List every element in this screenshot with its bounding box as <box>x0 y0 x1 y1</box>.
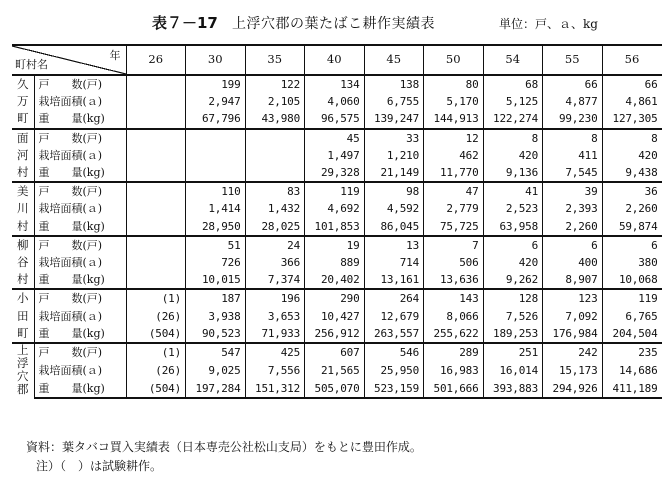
data-cell: 119 <box>305 182 365 200</box>
data-cell: 9,136 <box>483 164 543 182</box>
data-cell <box>126 147 186 164</box>
data-cell: (504) <box>126 379 186 398</box>
data-cell: 9,025 <box>186 362 246 380</box>
data-cell: 119 <box>602 289 662 307</box>
municipality-name-text: 柳 谷 村 <box>17 237 29 287</box>
data-cell: (1) <box>126 289 186 307</box>
data-cell: 251 <box>483 343 543 362</box>
data-cell: 366 <box>245 254 305 271</box>
data-cell: 144,913 <box>424 110 484 128</box>
data-cell: 90,523 <box>186 325 246 343</box>
data-cell: 199 <box>186 75 246 93</box>
data-cell: 13 <box>364 236 424 254</box>
data-cell: 196 <box>245 289 305 307</box>
data-cell: 1,210 <box>364 147 424 164</box>
data-cell: 1,497 <box>305 147 365 164</box>
data-cell <box>126 200 186 217</box>
data-cell: 10,427 <box>305 308 365 325</box>
data-cell: 523,159 <box>364 379 424 398</box>
data-cell: 889 <box>305 254 365 271</box>
data-cell: 59,874 <box>618 219 658 233</box>
data-cell: 13,636 <box>424 271 484 289</box>
header-row <box>12 45 662 75</box>
data-cell: 1,414 <box>186 200 246 217</box>
data-cell: 151,312 <box>245 379 305 398</box>
data-cell: 176,984 <box>543 325 603 343</box>
table-row <box>12 164 662 182</box>
row-item-label: 重 量(kg) <box>34 325 126 343</box>
data-cell: 110 <box>186 182 246 200</box>
table-row <box>12 362 662 380</box>
row-item-label: 重 量(kg) <box>34 218 126 236</box>
data-cell: (1) <box>126 343 186 362</box>
data-cell: 255,622 <box>424 325 484 343</box>
data-cell: 139,247 <box>364 110 424 128</box>
row-item-label: 戸 数(戸) <box>34 289 126 307</box>
data-cell: 123 <box>543 289 603 307</box>
data-cell: 21,565 <box>305 362 365 380</box>
data-cell: 24 <box>245 236 305 254</box>
data-cell: 2,523 <box>483 200 543 217</box>
data-cell: 5,125 <box>483 93 543 110</box>
row-item-label: 栽培面積(ａ) <box>34 308 126 325</box>
data-cell: 6 <box>483 236 543 254</box>
data-cell: 501,666 <box>424 379 484 398</box>
data-cell: 2,105 <box>245 93 305 110</box>
data-cell: 143 <box>424 289 484 307</box>
data-cell: 6 <box>602 236 662 254</box>
data-cell: 3,653 <box>245 308 305 325</box>
row-item-label: 重 量(kg) <box>34 379 126 398</box>
row-item-label: 戸 数(戸) <box>34 129 126 147</box>
data-cell: 2,260 <box>625 202 658 216</box>
municipality-name <box>12 75 34 129</box>
data-cell: 420 <box>483 147 543 164</box>
data-cell: 7,374 <box>245 271 305 289</box>
data-cell: 41 <box>483 182 543 200</box>
data-cell: 28,950 <box>186 218 246 236</box>
row-item-label: 栽培面積(ａ) <box>34 362 126 380</box>
table-row <box>12 289 662 307</box>
corner-municipality-label: 町村名 <box>15 57 48 71</box>
data-cell: 380 <box>638 256 658 270</box>
data-cell: 4,592 <box>364 200 424 217</box>
data-cell: 75,725 <box>424 218 484 236</box>
data-cell: 19 <box>305 236 365 254</box>
data-cell: 4,692 <box>305 200 365 217</box>
data-cell <box>126 271 186 289</box>
municipality-name-text: 面 河 村 <box>17 130 29 180</box>
data-cell: 98 <box>364 182 424 200</box>
data-cell <box>126 236 186 254</box>
data-cell: 8 <box>602 129 662 147</box>
table-row <box>12 182 662 200</box>
data-cell: 47 <box>424 182 484 200</box>
data-cell: 411,189 <box>602 379 662 398</box>
data-cell <box>245 147 305 164</box>
municipality-name <box>12 289 34 343</box>
table-body <box>12 75 662 398</box>
table-row <box>12 325 662 343</box>
data-cell: 2,393 <box>543 200 603 217</box>
data-cell <box>126 182 186 200</box>
data-cell: 1,432 <box>245 200 305 217</box>
data-cell: 20,402 <box>305 271 365 289</box>
data-cell: 8 <box>483 129 543 147</box>
municipality-name <box>12 182 34 236</box>
data-cell: (504) <box>126 325 186 343</box>
data-cell: 10,068 <box>618 273 658 287</box>
data-cell: 63,958 <box>483 218 543 236</box>
data-cell: 138 <box>364 75 424 93</box>
data-cell <box>126 110 186 128</box>
data-cell <box>126 254 186 271</box>
data-cell: 264 <box>364 289 424 307</box>
municipality-name <box>12 129 34 183</box>
data-cell <box>186 164 246 182</box>
data-cell: 67,796 <box>186 110 246 128</box>
data-cell: 462 <box>424 147 484 164</box>
data-cell <box>186 147 246 164</box>
data-cell: 43,980 <box>245 110 305 128</box>
year-header: 30 <box>186 45 246 75</box>
data-cell: 7,545 <box>543 164 603 182</box>
data-cell: 11,770 <box>424 164 484 182</box>
data-cell: 506 <box>424 254 484 271</box>
data-cell: 12,679 <box>364 308 424 325</box>
data-cell: 9,262 <box>483 271 543 289</box>
data-cell: 263,557 <box>364 325 424 343</box>
data-cell: 714 <box>364 254 424 271</box>
data-cell: 68 <box>483 75 543 93</box>
data-cell: 66 <box>543 75 603 93</box>
data-cell: 25,950 <box>364 362 424 380</box>
data-cell <box>245 129 305 147</box>
data-cell: 101,853 <box>305 218 365 236</box>
data-cell: 289 <box>424 343 484 362</box>
data-cell: 14,686 <box>618 363 658 377</box>
data-cell: 294,926 <box>543 379 603 398</box>
data-cell: 128 <box>483 289 543 307</box>
remark-note: 注）（ ）は試験耕作。 <box>36 459 163 473</box>
year-header: 54 <box>483 45 543 75</box>
data-cell: 45 <box>305 129 365 147</box>
data-cell: 66 <box>644 78 658 91</box>
data-cell: 505,070 <box>305 379 365 398</box>
table-row <box>12 254 662 271</box>
corner-header-cell <box>12 45 126 75</box>
data-cell: 6,755 <box>364 93 424 110</box>
municipality-name <box>12 236 34 290</box>
data-cell: 10,015 <box>186 271 246 289</box>
data-cell: 235 <box>602 343 662 362</box>
data-cell: 6,765 <box>625 309 658 323</box>
year-header: 40 <box>305 45 365 75</box>
table-row <box>12 147 662 164</box>
row-item-label: 栽培面積(ａ) <box>34 200 126 217</box>
data-cell: 28,025 <box>245 218 305 236</box>
year-header: 50 <box>424 45 484 75</box>
data-cell: 39 <box>543 182 603 200</box>
data-cell: 80 <box>424 75 484 93</box>
source-note: 資料：葉タバコ買入実績表（日本専売公社松山支局）をもとに豊田作成。 <box>26 440 422 454</box>
row-item-label: 戸 数(戸) <box>34 182 126 200</box>
data-cell: 242 <box>543 343 603 362</box>
data-cell: 96,575 <box>305 110 365 128</box>
data-cell: (26) <box>126 362 186 380</box>
data-cell: 411 <box>543 147 603 164</box>
row-item-label: 戸 数(戸) <box>34 75 126 93</box>
data-cell: 6 <box>543 236 603 254</box>
data-cell: 33 <box>364 129 424 147</box>
row-item-label: 重 量(kg) <box>34 271 126 289</box>
data-cell <box>126 93 186 110</box>
table-row <box>12 218 662 236</box>
data-cell: 420 <box>483 254 543 271</box>
data-cell: 3,938 <box>186 308 246 325</box>
table-row <box>12 271 662 289</box>
data-cell: 8 <box>543 129 603 147</box>
municipality-name-text: 小 田 町 <box>17 291 29 340</box>
row-item-label: 栽培面積(ａ) <box>34 147 126 164</box>
data-cell: 7,092 <box>543 308 603 325</box>
data-cell: 127,305 <box>612 112 658 126</box>
data-cell: 7,526 <box>483 308 543 325</box>
data-cell: 2,947 <box>186 93 246 110</box>
table-number: 表７－17 <box>152 14 218 32</box>
row-item-label: 重 量(kg) <box>34 164 126 182</box>
data-cell: 420 <box>638 148 658 162</box>
corner-year-label: 年 <box>109 49 121 62</box>
data-cell: 546 <box>364 343 424 362</box>
table-row <box>12 93 662 110</box>
data-cell: (26) <box>126 308 186 325</box>
year-header: 56 <box>602 45 662 75</box>
table-row <box>12 75 662 93</box>
data-cell: 726 <box>186 254 246 271</box>
table-row <box>12 343 662 362</box>
table-title: 上浮穴郡の葉たばこ耕作実績表 <box>232 16 435 32</box>
data-cell: 8,907 <box>543 271 603 289</box>
data-cell: 2,779 <box>424 200 484 217</box>
table-row <box>12 308 662 325</box>
data-cell: 86,045 <box>364 218 424 236</box>
row-item-label: 栽培面積(ａ) <box>34 254 126 271</box>
data-cell: 197,284 <box>186 379 246 398</box>
year-header: 45 <box>364 45 424 75</box>
data-cell <box>126 164 186 182</box>
municipality-name-text: 久 万 町 <box>17 77 29 126</box>
table-row <box>12 110 662 128</box>
data-cell: 4,877 <box>543 93 603 110</box>
data-cell: 16,014 <box>483 362 543 380</box>
data-cell: 9,438 <box>625 166 658 180</box>
data-cell: 187 <box>186 289 246 307</box>
data-cell: 204,504 <box>612 326 658 340</box>
data-cell: 189,253 <box>483 325 543 343</box>
data-cell: 83 <box>245 182 305 200</box>
data-cell: 400 <box>543 254 603 271</box>
data-cell: 16,983 <box>424 362 484 380</box>
row-item-label: 栽培面積(ａ) <box>34 93 126 110</box>
data-cell: 393,883 <box>483 379 543 398</box>
data-cell: 5,170 <box>424 93 484 110</box>
data-cell: 2,260 <box>543 218 603 236</box>
data-cell: 15,173 <box>543 362 603 380</box>
data-cell: 7,556 <box>245 362 305 380</box>
year-header: 26 <box>126 45 186 75</box>
data-cell <box>186 129 246 147</box>
row-item-label: 重 量(kg) <box>34 110 126 128</box>
data-cell: 290 <box>305 289 365 307</box>
title-row <box>0 12 620 34</box>
data-cell <box>126 75 186 93</box>
data-cell: 29,328 <box>305 164 365 182</box>
data-cell: 7 <box>424 236 484 254</box>
data-cell: 607 <box>305 343 365 362</box>
data-cell: 134 <box>305 75 365 93</box>
year-header: 55 <box>543 45 603 75</box>
data-cell <box>126 218 186 236</box>
data-cell: 36 <box>602 182 662 200</box>
data-cell <box>245 164 305 182</box>
data-cell: 12 <box>424 129 484 147</box>
municipality-name-text: 美 川 村 <box>17 184 29 233</box>
data-cell: 4,861 <box>625 95 658 109</box>
data-cell: 256,912 <box>305 325 365 343</box>
row-item-label: 戸 数(戸) <box>34 343 126 362</box>
data-cell <box>126 129 186 147</box>
data-cell: 122,274 <box>483 110 543 128</box>
table-row <box>12 129 662 147</box>
tobacco-cultivation-table <box>12 44 662 399</box>
municipality-name-text: 上 浮 穴 郡 <box>17 343 29 396</box>
data-cell: 425 <box>245 343 305 362</box>
data-cell: 122 <box>245 75 305 93</box>
municipality-name <box>12 343 34 398</box>
data-cell: 547 <box>186 343 246 362</box>
table-row <box>12 200 662 217</box>
unit-label: 単位：戸、ａ、kg <box>499 17 598 31</box>
data-cell: 13,161 <box>364 271 424 289</box>
data-cell: 8,066 <box>424 308 484 325</box>
data-cell: 99,230 <box>543 110 603 128</box>
table-row <box>12 379 662 398</box>
data-cell: 4,060 <box>305 93 365 110</box>
table-row <box>12 236 662 254</box>
data-cell: 51 <box>186 236 246 254</box>
data-cell: 71,933 <box>245 325 305 343</box>
data-cell: 21,149 <box>364 164 424 182</box>
row-item-label: 戸 数(戸) <box>34 236 126 254</box>
year-header: 35 <box>245 45 305 75</box>
